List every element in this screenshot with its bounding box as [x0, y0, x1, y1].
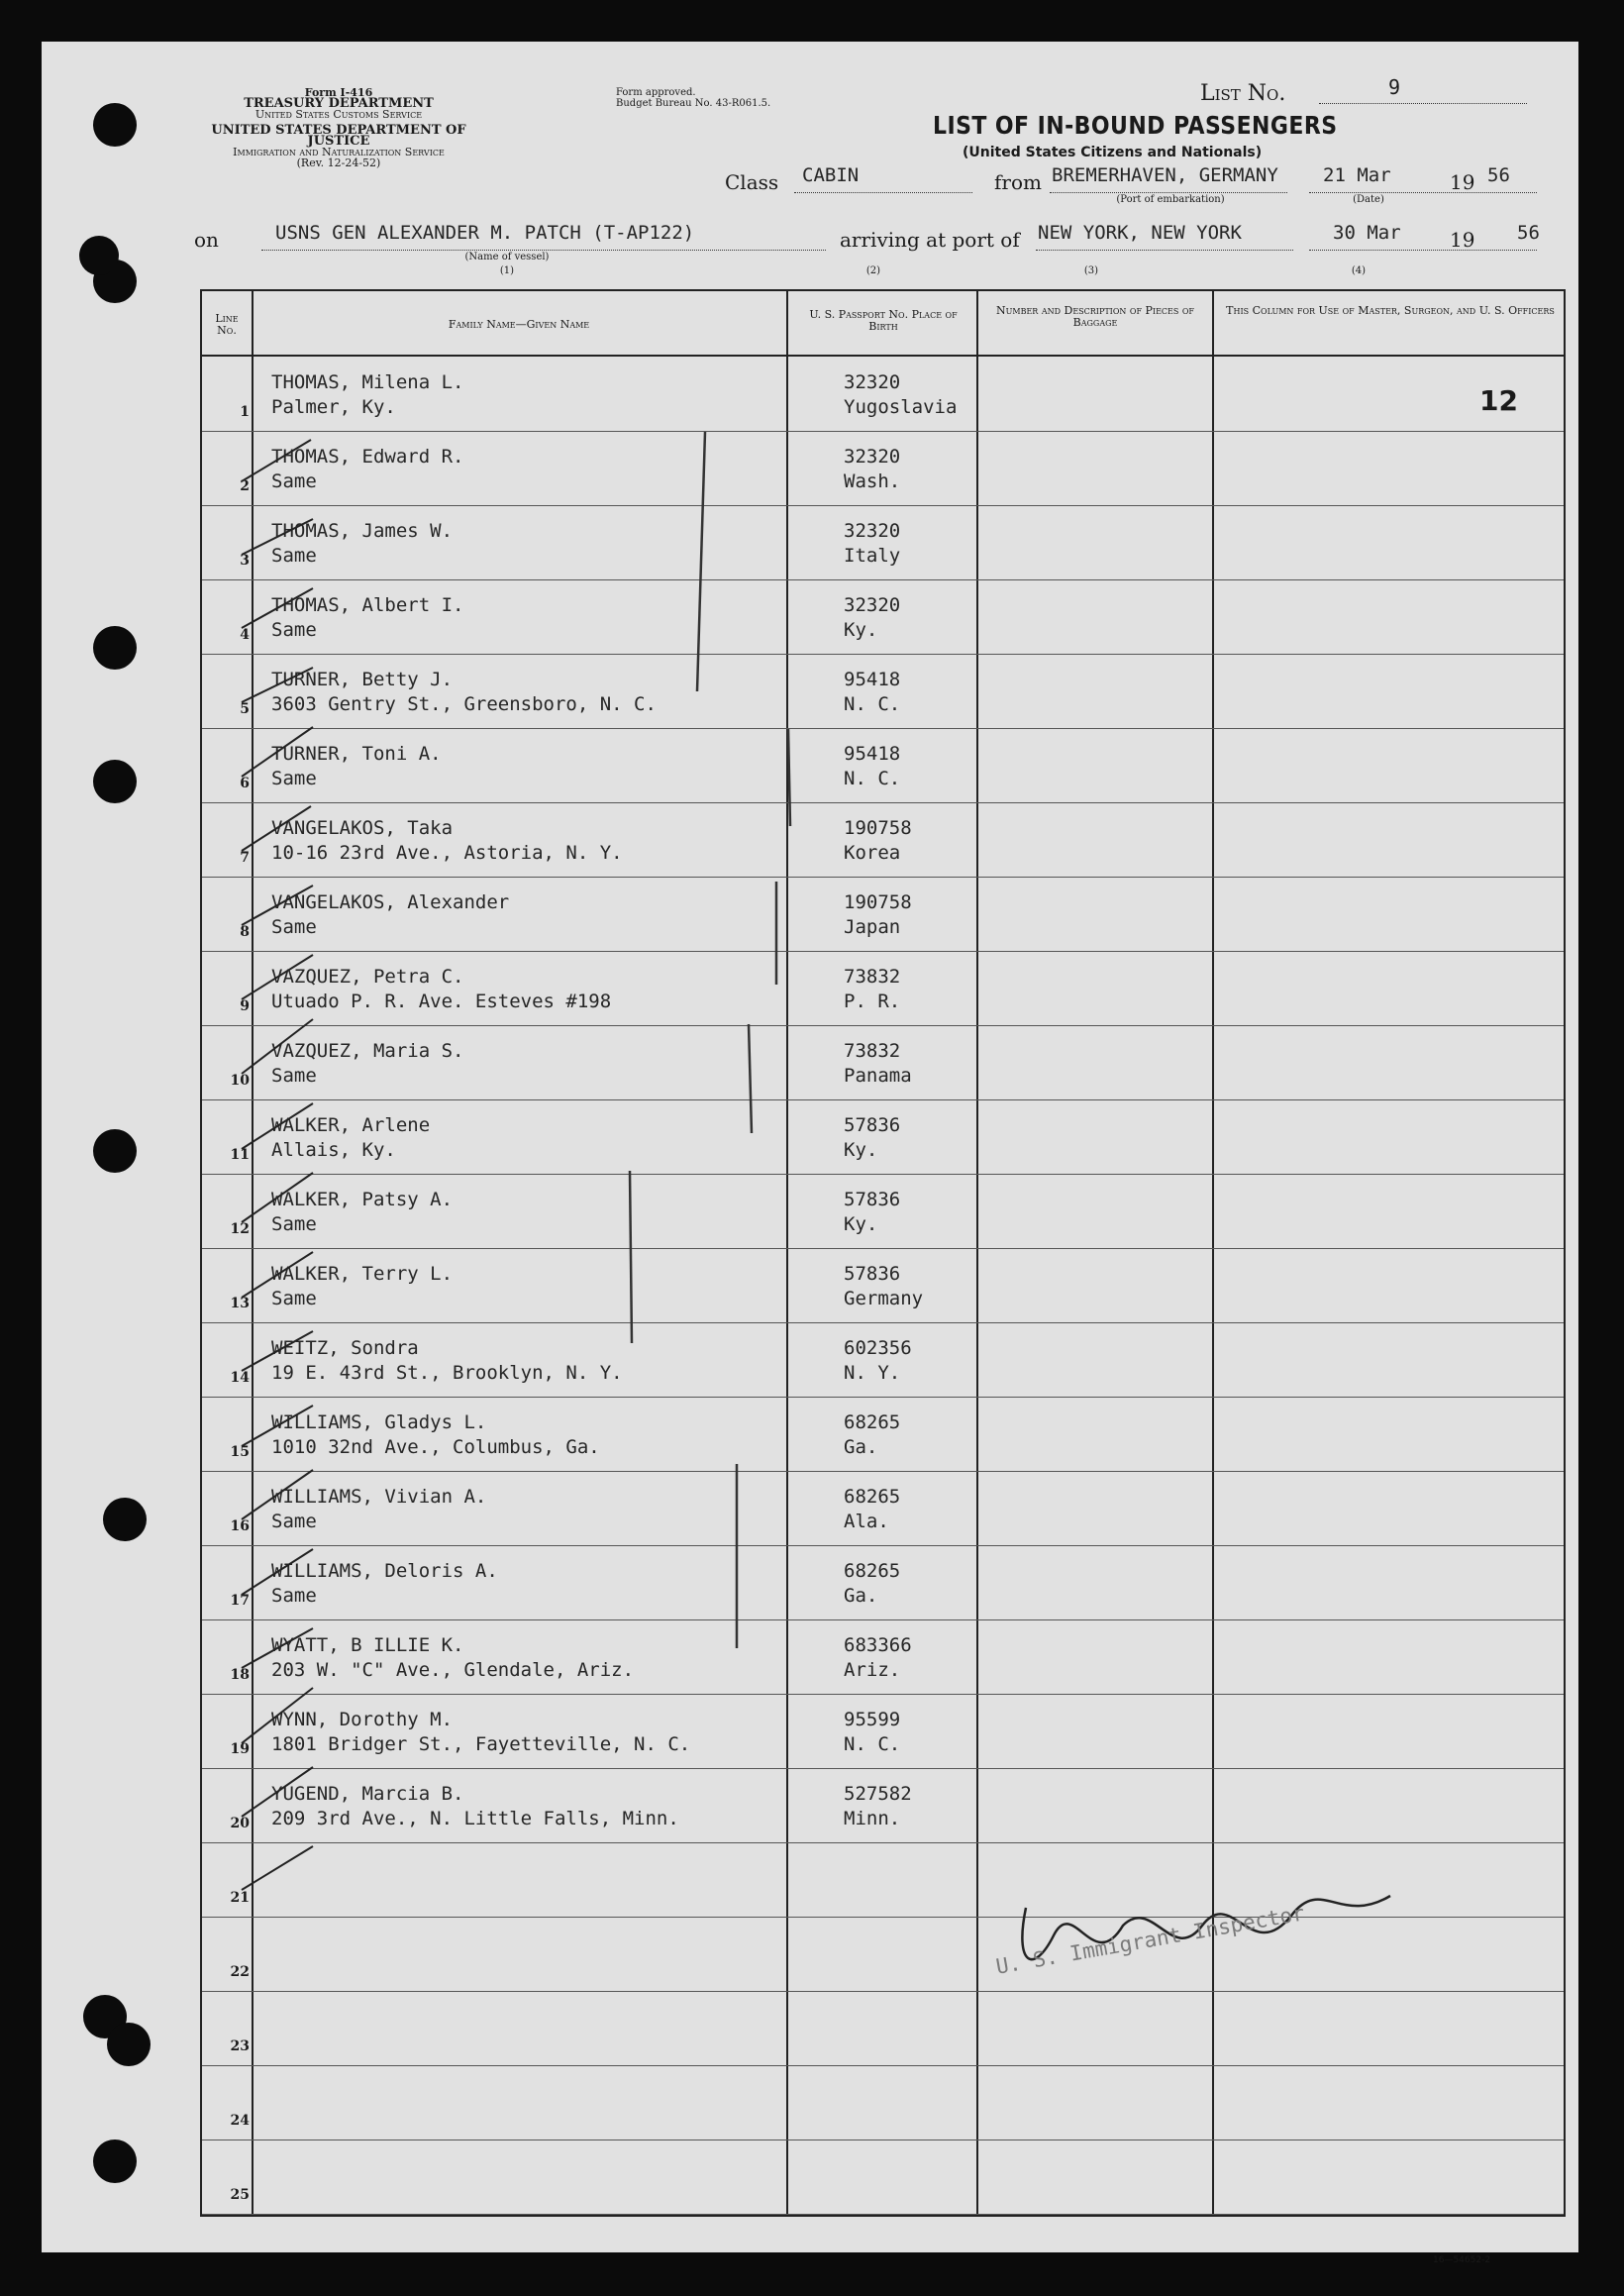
punch-hole — [79, 236, 119, 275]
arrival-date: 30 Mar — [1333, 222, 1401, 244]
passport-number: 32320 — [844, 446, 901, 468]
passport-number: 683366 — [844, 1634, 912, 1656]
passport-number: 68265 — [844, 1560, 901, 1582]
ins-label: Immigration and Naturalization Service — [233, 146, 445, 158]
embarkation-port: BREMERHAVEN, GERMANY — [1052, 164, 1278, 186]
line-number: 7 — [240, 850, 250, 866]
list-no-rule — [1319, 103, 1527, 104]
col-officers: This Column for Use of Master, Surgeon, and U. S. Officers — [1226, 304, 1555, 317]
passport-number: 527582 — [844, 1783, 912, 1805]
vessel-caption: (Name of vessel) — [464, 252, 550, 262]
on-label: on — [194, 228, 219, 252]
place-of-birth: Japan — [844, 916, 901, 938]
passenger-address: Same — [271, 545, 317, 567]
passenger-address: Same — [271, 916, 317, 938]
passenger-address: 3603 Gentry St., Greensboro, N. C. — [271, 693, 657, 715]
revision-label: (Rev. 12-24-52) — [296, 157, 381, 169]
customs-label: United States Customs Service — [254, 108, 423, 121]
passenger-name: VANGELAKOS, Taka — [271, 817, 454, 839]
punch-hole — [93, 626, 137, 670]
place-of-birth: Italy — [844, 545, 901, 567]
line-number: 4 — [240, 627, 250, 643]
line-number: 23 — [230, 2038, 250, 2054]
place-of-birth: Panama — [844, 1065, 912, 1087]
passenger-name: TURNER, Toni A. — [271, 743, 442, 765]
passenger-name: THOMAS, Edward R. — [271, 446, 464, 468]
punch-hole — [93, 760, 137, 803]
passport-number: 602356 — [844, 1337, 912, 1359]
line-number: 14 — [230, 1370, 250, 1386]
manifest-page — [42, 42, 1578, 2265]
list-no-label: List No. — [1200, 81, 1286, 106]
passenger-name: TURNER, Betty J. — [271, 669, 454, 690]
line-number: 11 — [230, 1147, 250, 1163]
line-number: 16 — [230, 1518, 250, 1534]
passport-number: 190758 — [844, 891, 912, 913]
arriving-label: arriving at port of — [840, 228, 1020, 252]
line-number: 24 — [230, 2113, 250, 2129]
line-number: 20 — [230, 1816, 250, 1831]
passenger-address: Same — [271, 1511, 317, 1532]
passenger-address: Same — [271, 1065, 317, 1087]
line-number: 3 — [240, 553, 250, 569]
place-of-birth: Ariz. — [844, 1659, 901, 1681]
passport-number: 95418 — [844, 669, 901, 690]
punch-hole — [103, 1498, 147, 1541]
passport-number: 73832 — [844, 1040, 901, 1062]
passenger-name: WILLIAMS, Gladys L. — [271, 1411, 487, 1433]
punch-hole — [93, 1129, 137, 1173]
caption-4: (4) — [1351, 265, 1367, 276]
passport-number: 190758 — [844, 817, 912, 839]
passenger-address: Same — [271, 1585, 317, 1607]
embarkation-caption: (Port of embarkation) — [1116, 194, 1225, 205]
passenger-name: VAZQUEZ, Petra C. — [271, 966, 464, 988]
passenger-name: THOMAS, James W. — [271, 520, 454, 542]
place-of-birth: Yugoslavia — [844, 396, 958, 418]
handwritten-marks — [202, 291, 1564, 2215]
passenger-address: Same — [271, 1288, 317, 1309]
col-name: Family Name—Given Name — [448, 318, 590, 331]
class-label: Class — [725, 170, 779, 194]
place-of-birth: Ky. — [844, 1213, 878, 1235]
place-of-birth: Minn. — [844, 1808, 901, 1829]
caption-1: (1) — [499, 265, 515, 276]
passenger-address: Same — [271, 1213, 317, 1235]
passport-number: 57836 — [844, 1263, 901, 1285]
place-of-birth: Ga. — [844, 1585, 878, 1607]
line-number: 2 — [240, 478, 250, 494]
caption-2: (2) — [865, 265, 881, 276]
passenger-address: 1801 Bridger St., Fayetteville, N. C. — [271, 1733, 691, 1755]
passport-number: 68265 — [844, 1486, 901, 1508]
passenger-address: Same — [271, 470, 317, 492]
punch-hole — [107, 2023, 151, 2066]
place-of-birth: Korea — [844, 842, 901, 864]
passenger-name: WEITZ, Sondra — [271, 1337, 419, 1359]
justice-label: UNITED STATES DEPARTMENT OF JUSTICE — [211, 123, 466, 149]
arrival-port: NEW YORK, NEW YORK — [1038, 222, 1242, 244]
from-label: from — [994, 170, 1042, 194]
line-number: 5 — [240, 701, 250, 717]
officer-count: 12 — [1479, 384, 1518, 417]
line-number: 1 — [240, 404, 250, 420]
place-of-birth: Ky. — [844, 619, 878, 641]
place-of-birth: N. C. — [844, 1733, 901, 1755]
col-baggage: Number and Description of Pieces of Baggage — [996, 304, 1194, 329]
place-of-birth: P. R. — [844, 991, 901, 1012]
passport-number: 57836 — [844, 1189, 901, 1210]
place-of-birth: Germany — [844, 1288, 924, 1309]
passenger-address: 19 E. 43rd St., Brooklyn, N. Y. — [271, 1362, 623, 1384]
passenger-name: YUGEND, Marcia B. — [271, 1783, 464, 1805]
passenger-address: 1010 32nd Ave., Columbus, Ga. — [271, 1436, 600, 1458]
line-number: 9 — [240, 998, 250, 1014]
line-number: 22 — [230, 1964, 250, 1980]
passenger-address: 209 3rd Ave., N. Little Falls, Minn. — [271, 1808, 679, 1829]
list-no-value: 9 — [1388, 75, 1401, 99]
passenger-address: Same — [271, 619, 317, 641]
passenger-address: 203 W. "C" Ave., Glendale, Ariz. — [271, 1659, 635, 1681]
form-code: 16—54652-2 — [1433, 2255, 1491, 2265]
place-of-birth: Ga. — [844, 1436, 878, 1458]
line-number: 21 — [230, 1890, 250, 1906]
passenger-address: 10-16 23rd Ave., Astoria, N. Y. — [271, 842, 623, 864]
line-number: 19 — [230, 1741, 250, 1757]
place-of-birth: N. Y. — [844, 1362, 901, 1384]
passenger-name: VAZQUEZ, Maria S. — [271, 1040, 464, 1062]
passenger-name: WALKER, Patsy A. — [271, 1189, 454, 1210]
passport-number: 32320 — [844, 371, 901, 393]
passenger-name: WYNN, Dorothy M. — [271, 1709, 454, 1730]
form-number: Form I-416 — [304, 86, 373, 99]
passport-number: 68265 — [844, 1411, 901, 1433]
passport-number: 32320 — [844, 520, 901, 542]
line-number: 17 — [230, 1593, 250, 1609]
passenger-address: Palmer, Ky. — [271, 396, 396, 418]
line-number: 15 — [230, 1444, 250, 1460]
place-of-birth: Ala. — [844, 1511, 889, 1532]
approval-note — [616, 87, 770, 109]
date-caption: (Date) — [1353, 194, 1384, 205]
vessel-name: USNS GEN ALEXANDER M. PATCH (T-AP122) — [275, 222, 695, 244]
passenger-name: WYATT, B ILLIE K. — [271, 1634, 464, 1656]
line-number: 10 — [230, 1073, 250, 1089]
passenger-name: WALKER, Terry L. — [271, 1263, 454, 1285]
class-value: CABIN — [802, 164, 860, 186]
year-prefix: 19 — [1450, 170, 1475, 194]
treasury-label: TREASURY DEPARTMENT — [244, 96, 434, 111]
inspector-stamp: U. S. Immigrant Inspector — [993, 1901, 1307, 1979]
passport-number: 57836 — [844, 1114, 901, 1136]
passenger-name: THOMAS, Milena L. — [271, 371, 464, 393]
caption-3: (3) — [1083, 265, 1099, 276]
col-passport: U. S. Passport No. Place of Birth — [809, 308, 958, 333]
agency-header — [190, 87, 487, 168]
line-number: 12 — [230, 1221, 250, 1237]
line-number: 8 — [240, 924, 250, 940]
place-of-birth: Wash. — [844, 470, 901, 492]
departure-date: 21 Mar — [1323, 164, 1391, 186]
bureau-label: Budget Bureau No. 43-R061.5. — [616, 98, 771, 109]
col-line-no: Line No. — [215, 312, 239, 337]
passenger-name: WILLIAMS, Deloris A. — [271, 1560, 498, 1582]
passenger-table — [200, 289, 1566, 2217]
page-title: LIST OF IN-BOUND PASSENGERS — [933, 111, 1338, 140]
punch-hole — [93, 2139, 137, 2183]
passenger-address: Allais, Ky. — [271, 1139, 396, 1161]
place-of-birth: Ky. — [844, 1139, 878, 1161]
line-number: 18 — [230, 1667, 250, 1683]
passenger-name: THOMAS, Albert I. — [271, 594, 464, 616]
passenger-name: WALKER, Arlene — [271, 1114, 431, 1136]
place-of-birth: N. C. — [844, 693, 901, 715]
passport-number: 95599 — [844, 1709, 901, 1730]
passenger-address: Utuado P. R. Ave. Esteves #198 — [271, 991, 612, 1012]
passport-number: 32320 — [844, 594, 901, 616]
line-number: 25 — [230, 2187, 250, 2203]
place-of-birth: N. C. — [844, 768, 901, 789]
punch-hole — [93, 103, 137, 147]
passport-number: 73832 — [844, 966, 901, 988]
departure-year: 56 — [1487, 164, 1510, 186]
approved-label: Form approved. — [616, 87, 696, 98]
passenger-name: WILLIAMS, Vivian A. — [271, 1486, 487, 1508]
passenger-name: VANGELAKOS, Alexander — [271, 891, 510, 913]
year-prefix-2: 19 — [1450, 228, 1475, 252]
passport-number: 95418 — [844, 743, 901, 765]
passenger-address: Same — [271, 768, 317, 789]
line-number: 13 — [230, 1296, 250, 1311]
arrival-year: 56 — [1517, 222, 1540, 244]
line-number: 6 — [240, 776, 250, 791]
page-subtitle: (United States Citizens and Nationals) — [963, 145, 1263, 160]
